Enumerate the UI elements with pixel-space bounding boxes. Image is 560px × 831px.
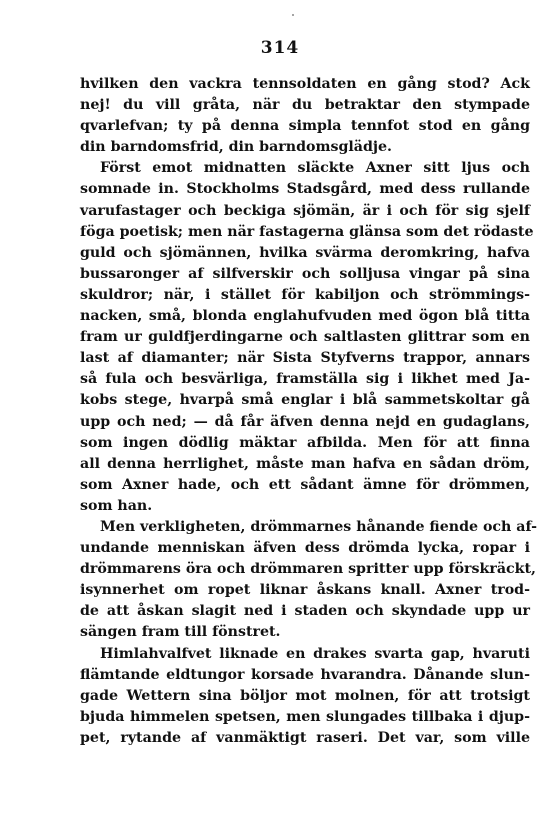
text-line: de att åskan slagit ned i staden och skyndade upp ur (80, 603, 530, 620)
text-line: drömmarens öra och drömmaren spritter upp förskräckt, (80, 561, 536, 578)
text-line: bjuda himmelen spetsen, men slungades tillbaka i djup- (80, 708, 530, 725)
text-line: undande menniskan äfven dess drömda lycka, ropar i (80, 540, 530, 557)
text-line: flämtande eldtungor korsade hvarandra. Dånande slun- (80, 666, 530, 683)
text-line: guld och sjömännen, hvilka svärma deromkring, hafva (80, 244, 530, 261)
text-line: bussaronger af silfverskir och solljusa vingar på sina (80, 265, 530, 282)
text-line: som Axner hade, och ett sådant ämne för drömmen, (80, 476, 530, 493)
text-line: last af diamanter; när Sista Styfverns trappor, annars (80, 350, 530, 367)
text-line: sängen fram till fönstret. (80, 624, 281, 641)
text-line: nacken, små, blonda englahufvuden med ögon blå titta (80, 308, 530, 325)
text-line: nej! du vill gråta, när du betraktar den stympade (80, 97, 530, 114)
text-line: som han. (80, 497, 153, 514)
body-text (80, 74, 537, 749)
text-line: kobs stege, hvarpå små englar i blå sammetskoltar gå (80, 392, 530, 409)
text-line: Först emot midnatten släckte Axner sitt ljus och (100, 160, 530, 177)
speck-mark (292, 14, 294, 16)
text-line: varufastager och beckiga sjömän, är i och för sig sjelf (80, 202, 530, 219)
text-line: Men verkligheten, drömmarnes hånande fiende och af- (100, 518, 537, 535)
text-line: föga poetisk; men när fastagerna glänsa som det rödaste (80, 223, 534, 240)
text-line: all denna herrlighet, måste man hafva en sådan dröm, (80, 455, 530, 472)
text-line: pet, rytande af vanmäktigt raseri. Det var, som ville (80, 729, 530, 746)
text-line: skuldror; när, i stället för kabiljon och strömmings- (80, 286, 530, 303)
text-line: din barndomsfrid, din barndomsglädje. (80, 139, 392, 156)
text-line: som ingen dödlig mäktar afbilda. Men för att finna (80, 434, 530, 451)
text-line: gade Wettern sina böljor mot molnen, för att trotsigt (80, 687, 530, 704)
text-line: qvarlefvan; ty på denna simpla tennfot stod en gång (80, 118, 530, 135)
page-number: 314 (260, 38, 300, 58)
text-line: upp och ned; — då får äfven denna nejd en gudaglans, (80, 413, 530, 430)
text-line: så fula och besvärliga, framställa sig i likhet med Ja- (80, 371, 530, 388)
text-line: fram ur guldfjerdingarne och saltlasten glittrar som en (80, 329, 530, 346)
text-line: hvilken den vackra tennsoldaten en gång stod? Ack (80, 76, 530, 92)
text-line: isynnerhet om ropet liknar åskans knall. Axner trod- (80, 582, 530, 599)
text-line: somnade in. Stockholms Stadsgård, med dess rullande (80, 181, 530, 198)
text-line: Himlahvalfvet liknade en drakes svarta gap, hvaruti (100, 645, 530, 662)
